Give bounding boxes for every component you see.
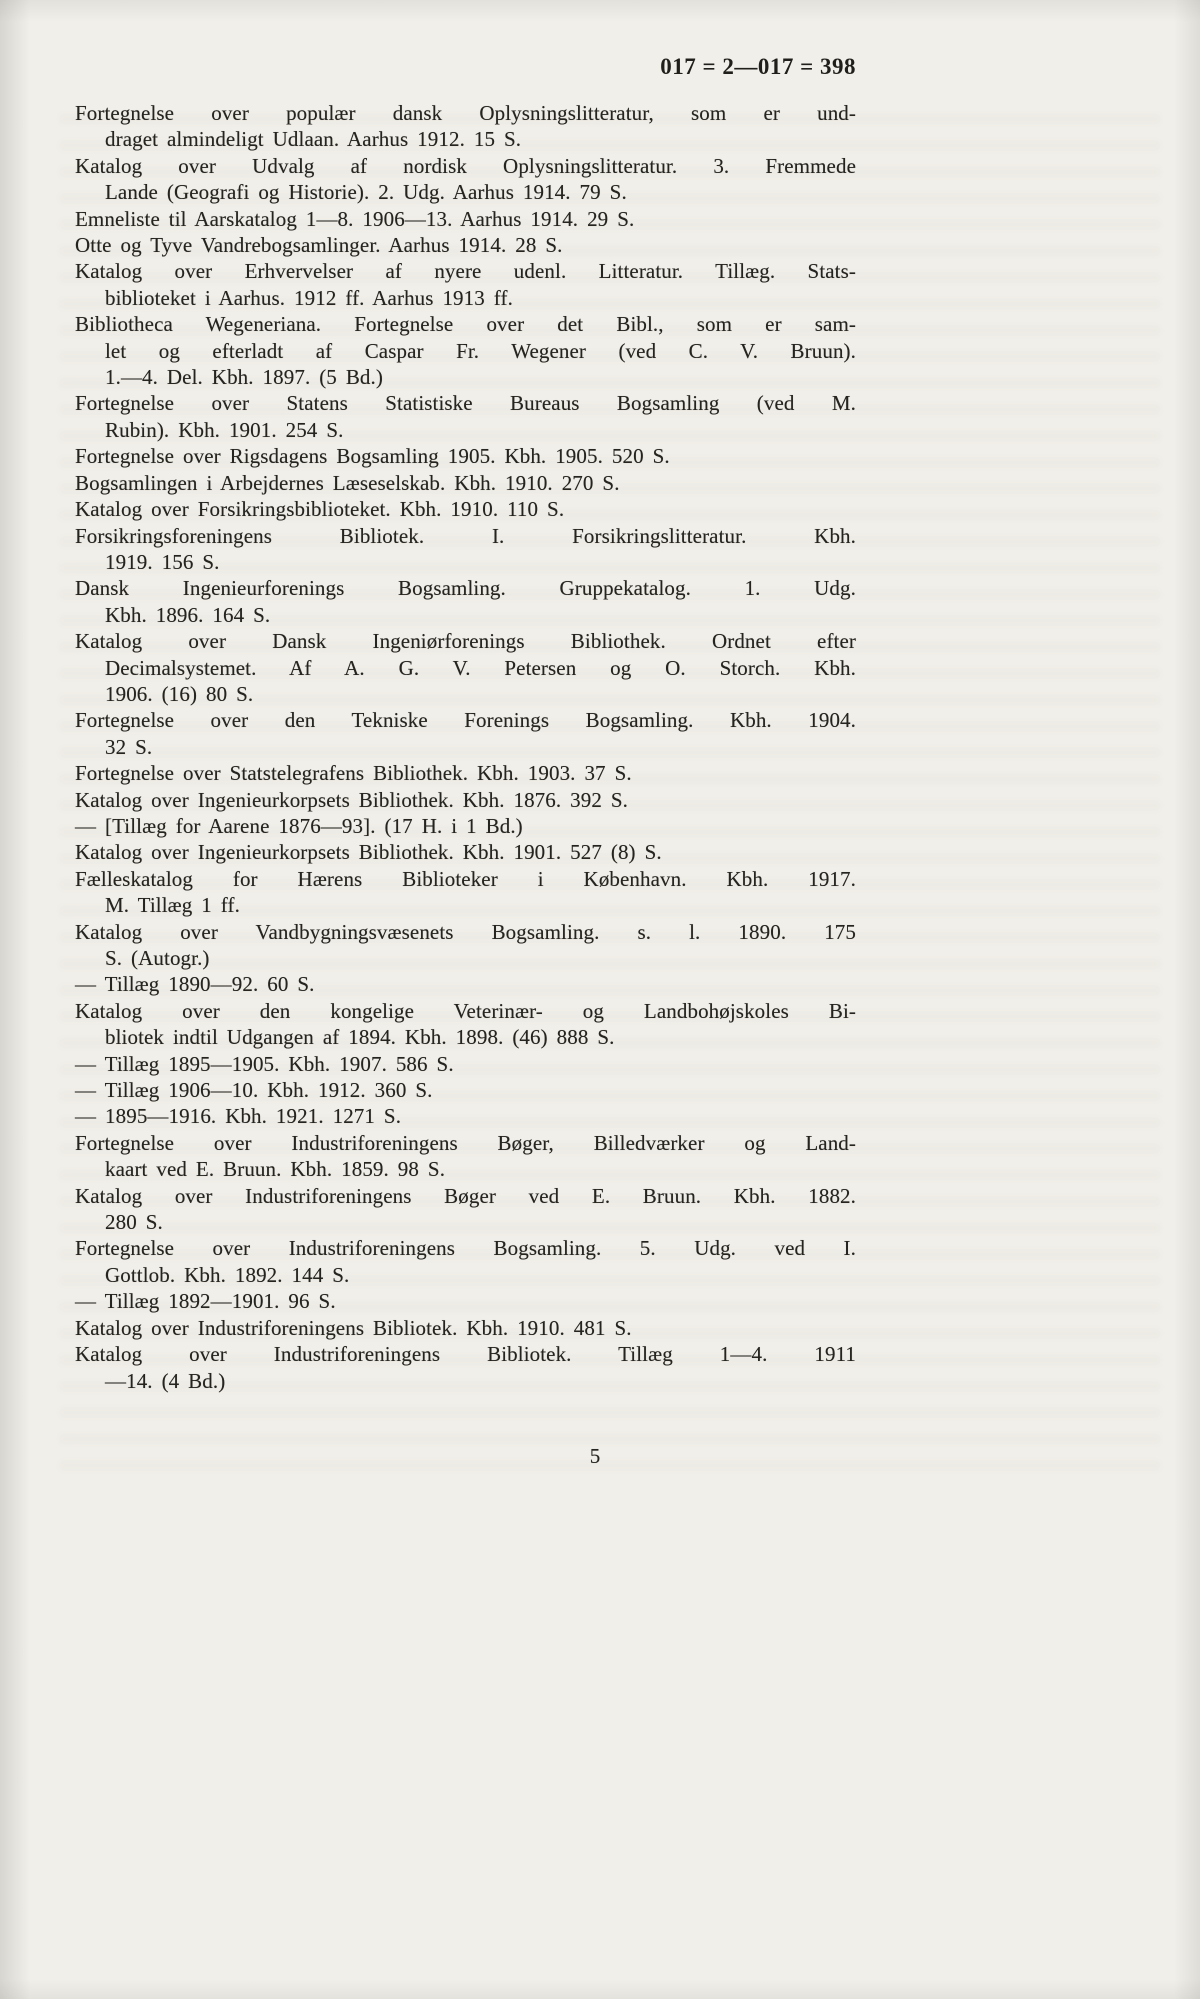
entry-line: Fortegnelse over Rigsdagens Bogsamling 1905. Kbh. 1905. 520 S. [75,444,670,469]
entry-line: Katalog over Dansk Ingeniørforenings Bibliothek. Ordnet efter [75,629,856,654]
entry-line: Kbh. 1896. 164 S. [105,602,271,627]
entry-line: — 1895—1916. Kbh. 1921. 1271 S. [75,1104,402,1129]
entry-line: Katalog over den kongelige Veterinær- og Landbohøjskoles Bi- [75,998,856,1023]
entry-line: Otte og Tyve Vandrebogsamlinger. Aarhus 1914. 28 S. [75,233,563,258]
entry-line: 1906. (16) 80 S. [105,681,254,706]
entry-line: Decimalsystemet. Af A. G. V. Petersen og O. Storch. Kbh. [105,655,856,680]
entry-line: — Tillæg 1892—1901. 96 S. [75,1289,336,1314]
bibliography-entry [75,1051,856,1077]
bibliography-entry [75,470,856,496]
bibliography-entry [75,443,856,469]
entry-line: Lande (Geografi og Historie). 2. Udg. Aarhus 1914. 79 S. [105,180,627,205]
entry-line: Fortegnelse over Statstelegrafens Bibliothek. Kbh. 1903. 37 S. [75,761,632,786]
entry-line: — [Tillæg for Aarene 1876—93]. (17 H. i 1 Bd.) [75,813,523,838]
bibliography-entry [75,787,856,813]
entry-line: M. Tillæg 1 ff. [105,893,240,918]
entry-line: S. (Autogr.) [105,946,210,970]
entry-line: let og efterladt af Caspar Fr. Wegener (ved C. V. Bruun). [105,338,856,363]
entry-line: Fortegnelse over Industriforeningens Bøger, Billedværker og Land- [75,1130,856,1155]
bibliography-entry [75,1341,856,1394]
entry-line: Katalog over Industriforeningens Bibliotek. Tillæg 1—4. 1911 [75,1342,856,1367]
bibliography-entry [75,919,856,972]
entry-line: Gottlob. Kbh. 1892. 144 S. [105,1262,350,1287]
entry-line: Forsikringsforeningens Bibliotek. I. Forsikringslitteratur. Kbh. [75,523,856,548]
entry-line: 1.—4. Del. Kbh. 1897. (5 Bd.) [105,365,383,390]
bibliography-entry [75,575,856,628]
bibliography-entry [75,998,856,1051]
bibliography-entry [75,1183,856,1236]
entry-line: biblioteket i Aarhus. 1912 ff. Aarhus 1913 ff. [105,285,513,310]
bibliography-entry [75,1130,856,1183]
bibliography-entry [75,866,856,919]
bibliography-entry [75,258,856,311]
entry-line: bliotek indtil Udgangen af 1894. Kbh. 1898. (46) 888 S. [105,1025,615,1050]
bibliography-entry [75,390,856,443]
bibliography-entry [75,153,856,206]
entry-line: draget almindeligt Udlaan. Aarhus 1912. 15 S. [105,127,522,152]
entry-line: — Tillæg 1895—1905. Kbh. 1907. 586 S. [75,1051,454,1076]
bibliography-entry [75,1315,856,1341]
entry-line: Katalog over Vandbygningsvæsenets Bogsamling. s. l. 1890. 175 [75,919,856,944]
bibliography-entry [75,839,856,865]
bibliography-entry [75,206,856,232]
bibliography-entry [75,1077,856,1103]
entry-line: Katalog over Forsikringsbiblioteket. Kbh. 1910. 110 S. [75,497,565,522]
entry-line: Fortegnelse over populær dansk Oplysningslitteratur, som er und- [75,101,856,125]
entry-line: Rubin). Kbh. 1901. 254 S. [105,417,344,442]
bibliography-entry [75,707,856,760]
entry-line: kaart ved E. Bruun. Kbh. 1859. 98 S. [105,1157,446,1182]
bibliography-entry [75,971,856,997]
bibliography-entry [75,1288,856,1314]
entry-line: Fælleskatalog for Hærens Biblioteker i København. Kbh. 1917. [75,866,856,891]
bibliography-entry [75,760,856,786]
entry-line: — Tillæg 1906—10. Kbh. 1912. 360 S. [75,1078,433,1103]
entry-line: Katalog over Industriforeningens Bøger ved E. Bruun. Kbh. 1882. [75,1183,856,1208]
entry-line: 280 S. [105,1210,163,1235]
entry-line: Fortegnelse over Statens Statistiske Bureaus Bogsamling (ved M. [75,391,856,416]
entry-line: Katalog over Udvalg af nordisk Oplysningslitteratur. 3. Fremmede [75,153,856,178]
entry-line: — Tillæg 1890—92. 60 S. [75,972,315,997]
entry-line: Fortegnelse over Industriforeningens Bogsamling. 5. Udg. ved I. [75,1236,856,1261]
entry-line: Katalog over Ingenieurkorpsets Bibliothek. Kbh. 1901. 527 (8) S. [75,840,662,865]
bibliography-list [75,100,856,1394]
entry-line: Bibliotheca Wegeneriana. Fortegnelse over det Bibl., som er sam- [75,312,856,337]
entry-line: 32 S. [105,734,153,759]
bibliography-entry [75,1103,856,1129]
entry-line: Dansk Ingenieurforenings Bogsamling. Gruppekatalog. 1. Udg. [75,576,856,601]
bibliography-entry [75,813,856,839]
entry-line: Katalog over Ingenieurkorpsets Bibliothek. Kbh. 1876. 392 S. [75,787,628,812]
bibliography-entry [75,311,856,390]
entry-line: Fortegnelse over den Tekniske Forenings Bogsamling. Kbh. 1904. [75,708,856,733]
bibliography-entry [75,523,856,576]
bibliography-entry [75,628,856,707]
entry-line: —14. (4 Bd.) [105,1368,226,1393]
bibliography-entry [75,496,856,522]
page-number: 5 [589,1444,601,1468]
entry-line: 1919. 156 S. [105,549,220,574]
entry-line: Katalog over Erhvervelser af nyere udenl. Litteratur. Tillæg. Stats- [75,259,856,284]
entry-line: Katalog over Industriforeningens Bibliotek. Kbh. 1910. 481 S. [75,1315,632,1340]
bibliography-entry [75,232,856,258]
page-header-code: 017 = 2—017 = 398 [660,54,856,79]
bibliography-entry [75,100,856,153]
entry-line: Bogsamlingen i Arbejdernes Læseselskab. Kbh. 1910. 270 S. [75,470,620,495]
bibliography-entry [75,1235,856,1288]
entry-line: Emneliste til Aarskatalog 1—8. 1906—13. Aarhus 1914. 29 S. [75,206,635,231]
